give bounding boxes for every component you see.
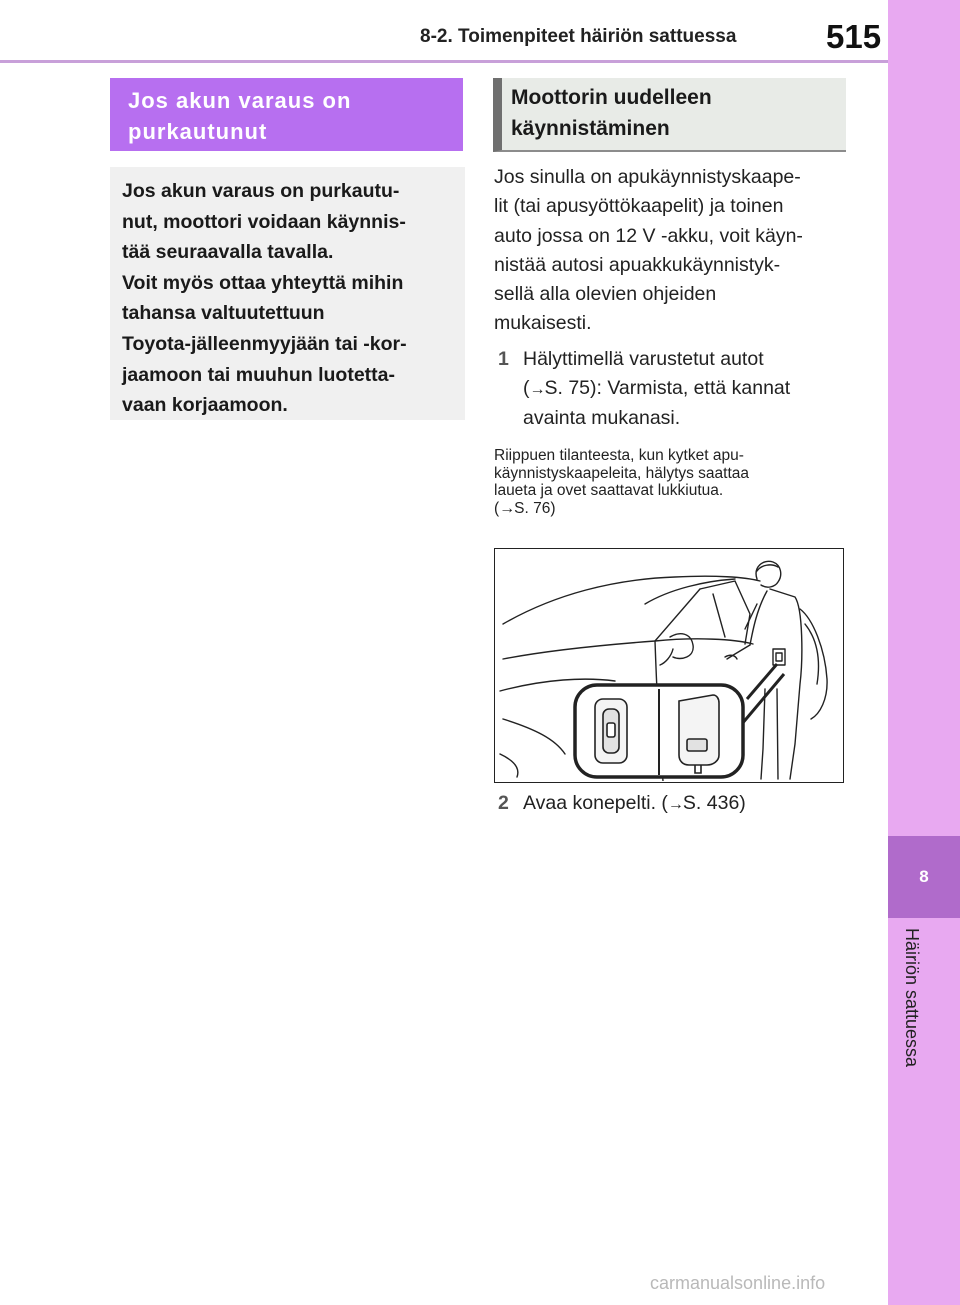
header-rule: [0, 60, 888, 63]
car-key-illustration: [494, 548, 844, 783]
arrow-right-icon: →: [667, 796, 683, 813]
page-reference-link[interactable]: S. 75): Varmista, että kannat: [544, 377, 791, 400]
chapter-title-vertical: Häiriön sattuessa: [902, 928, 922, 1068]
step-2: [494, 789, 873, 819]
note-line: käynnistyskaapeleita, hälytys saattaa: [494, 464, 750, 482]
intro-line: Jos sinulla on apukäynnistyskaape-: [494, 166, 801, 188]
arrow-right-icon: →: [529, 381, 545, 399]
step-number: 2: [498, 792, 509, 814]
heading-line: käynnistäminen: [511, 117, 670, 140]
step-line: [523, 374, 844, 404]
info-line: nut, moottori voidaan käynnis-: [122, 210, 406, 233]
chapter-side-tab: [888, 0, 960, 1305]
info-line: jaamoon tai muuhun luotetta-: [122, 363, 395, 386]
section-heading-restart-engine: [493, 78, 846, 152]
step-text: Avaa konepelti. (: [523, 792, 668, 814]
paren: (: [494, 499, 500, 517]
car-person-drawing: [495, 549, 842, 781]
note-line: Riippuen tilanteesta, kun kytket apu-: [494, 447, 744, 464]
info-line: Voit myös ottaa yhteyttä mihin: [122, 271, 404, 294]
page-reference-link[interactable]: S. 436): [682, 792, 746, 814]
info-line: Jos akun varaus on purkautu-: [122, 180, 400, 202]
info-line: Toyota-jälleenmyyjään tai -kor-: [122, 332, 407, 355]
step-line: Hälyttimellä varustetut autot: [523, 347, 764, 370]
page-number: 515: [826, 18, 882, 55]
note-text: [494, 447, 834, 517]
intro-line: auto jossa on 12 V -akku, voit käyn-: [494, 224, 803, 247]
intro-line: lit (tai apusyöttökaapelit) ja toinen: [494, 195, 784, 218]
note-line: [494, 500, 834, 518]
step-1: [494, 345, 844, 434]
intro-line: mukaisesti.: [494, 312, 592, 335]
arrow-right-icon: →: [499, 499, 515, 517]
chapter-number-box[interactable]: 8: [888, 836, 960, 918]
instructions-body: [494, 163, 844, 434]
info-line: vaan korjaamoon.: [122, 394, 288, 417]
info-line: tää seuraavalla tavalla.: [122, 241, 334, 264]
watermark: carmanualsonline.info: [650, 1273, 826, 1293]
heading-line: Moottorin uudelleen: [511, 86, 712, 109]
step-line: avainta mukanasi.: [523, 407, 681, 430]
step-number: 1: [498, 347, 509, 370]
intro-line: nistää autosi apuakkukäynnistyk-: [494, 253, 781, 276]
paren: (: [523, 377, 530, 400]
intro-line: sellä alla olevien ohjeiden: [494, 283, 717, 306]
info-box: [110, 167, 465, 420]
page-reference-link[interactable]: S. 76): [514, 499, 556, 517]
section-heading-battery-discharged: Jos akun varaus on purkautunut: [110, 78, 463, 151]
info-line: tahansa valtuutettuun: [122, 302, 325, 325]
note-line: laueta ja ovet saattavat lukkiutua.: [494, 482, 724, 499]
running-header: 8-2. Toimenpiteet häiriön sattuessa: [420, 26, 737, 47]
